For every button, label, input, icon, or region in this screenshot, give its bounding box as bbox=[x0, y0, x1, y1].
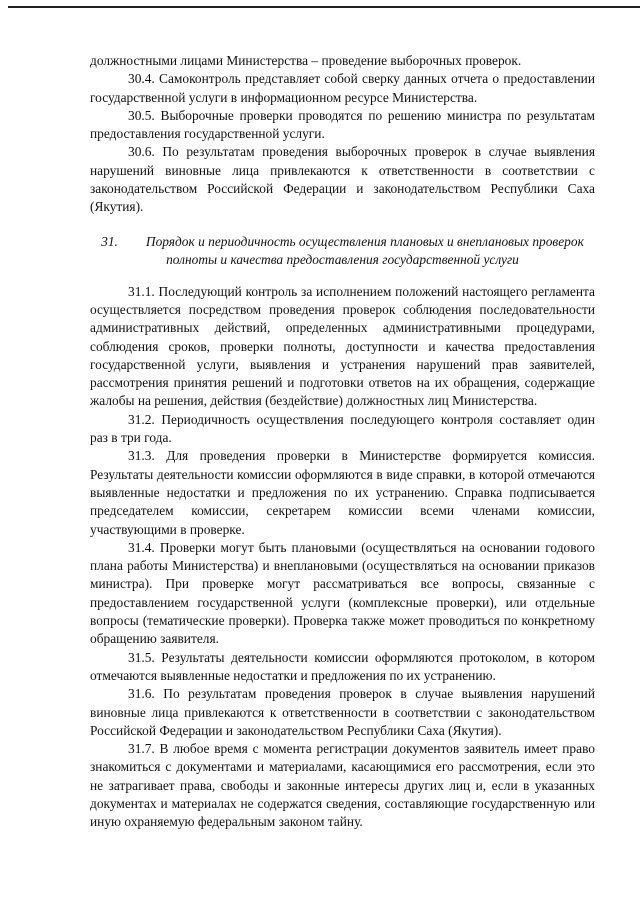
paragraph-31-6: 31.6. По результатам проведения проверок в случае выявления нарушений виновные лица привлекаются к ответственности в соответствии с законодательством Российской Федерации и законодательством Республики Саха (Якутия). bbox=[90, 686, 595, 738]
paragraph-31-7: 31.7. В любое время с момента регистрации документов заявитель имеет право знакомиться с документами и материалами, касающимися его рассмотрения, если это не затрагивает права, свободы и законные интересы других лиц и, если в указанных документах и материалах не содержатся сведения, составляющие государственную или иную охраняемую федеральным законом тайну. bbox=[90, 741, 595, 830]
paragraph-30-3-tail: должностными лицами Министерства – проведение выборочных проверок. bbox=[90, 53, 522, 68]
document-page bbox=[90, 52, 595, 832]
paragraph-31-1: 31.1. Последующий контроль за исполнением положений настоящего регламента осуществляется посредством проведения проверок соблюдения последовательности административных действий, определенных административными процедурами, соблюдения сроков, проверки полноты, доступности и качества предоставления государственной услуги, выявления и устранения нарушений прав заявителей, рассмотрения принятия решений и подготовки ответов на их обращения, содержащие жалобы на решения, действия (бездействие) должностных лиц Министерства. bbox=[90, 283, 595, 409]
paragraph-31-3: 31.3. Для проведения проверки в Министерстве формируется комиссия. Результаты деятельности комиссии оформляются в виде справки, в которой отмечаются выявленные недостатки и предложения по их устранению. Справка подписывается председателем комиссии, секретарем комиссии всеми членами комиссии, участвующими в проверке. bbox=[90, 448, 595, 537]
paragraph-30-5: 30.5. Выборочные проверки проводятся по решению министра по результатам предоставления государственной услуги. bbox=[90, 107, 595, 142]
section-30-continuation bbox=[90, 52, 595, 217]
paragraph-31-4: 31.4. Проверки могут быть плановыми (осуществляться на основании годового плана работы Министерства) и внеплановыми (осуществляться на основании приказов министра). При проверке могут рассматриваться все вопросы, связанные с предоставлением государственной услуги (комплексные проверки), или отдельные вопросы (тематические проверки). Проверка также может проводиться по конкретному обращению заявителя. bbox=[90, 539, 595, 647]
section-number: 31. bbox=[101, 233, 118, 249]
paragraph-30-6: 30.6. По результатам проведения выборочных проверок в случае выявления нарушений виновные лица привлекаются к ответственности в соответствии с законодательством Российской Федерации и законодательством Республики Саха (Якутия). bbox=[90, 144, 595, 215]
paragraph-31-2: 31.2. Периодичность осуществления последующего контроля составляет один раз в три года. bbox=[90, 411, 595, 446]
paragraph-30-4: 30.4. Самоконтроль представляет собой сверку данных отчета о предоставлении государственной услуги в информационном ресурсе Министерства. bbox=[90, 71, 595, 105]
scan-top-border bbox=[8, 6, 640, 8]
section-31-heading bbox=[90, 233, 595, 269]
paragraph-31-5: 31.5. Результаты деятельности комиссии оформляются протоколом, в котором отмечаются выявленные недостатки и предложения по их устранению. bbox=[90, 649, 595, 683]
section-31-body bbox=[90, 283, 595, 832]
section-title: Порядок и периодичность осуществления плановых и внеплановых проверок полноты и качества предоставления государственной услуги bbox=[145, 233, 584, 267]
